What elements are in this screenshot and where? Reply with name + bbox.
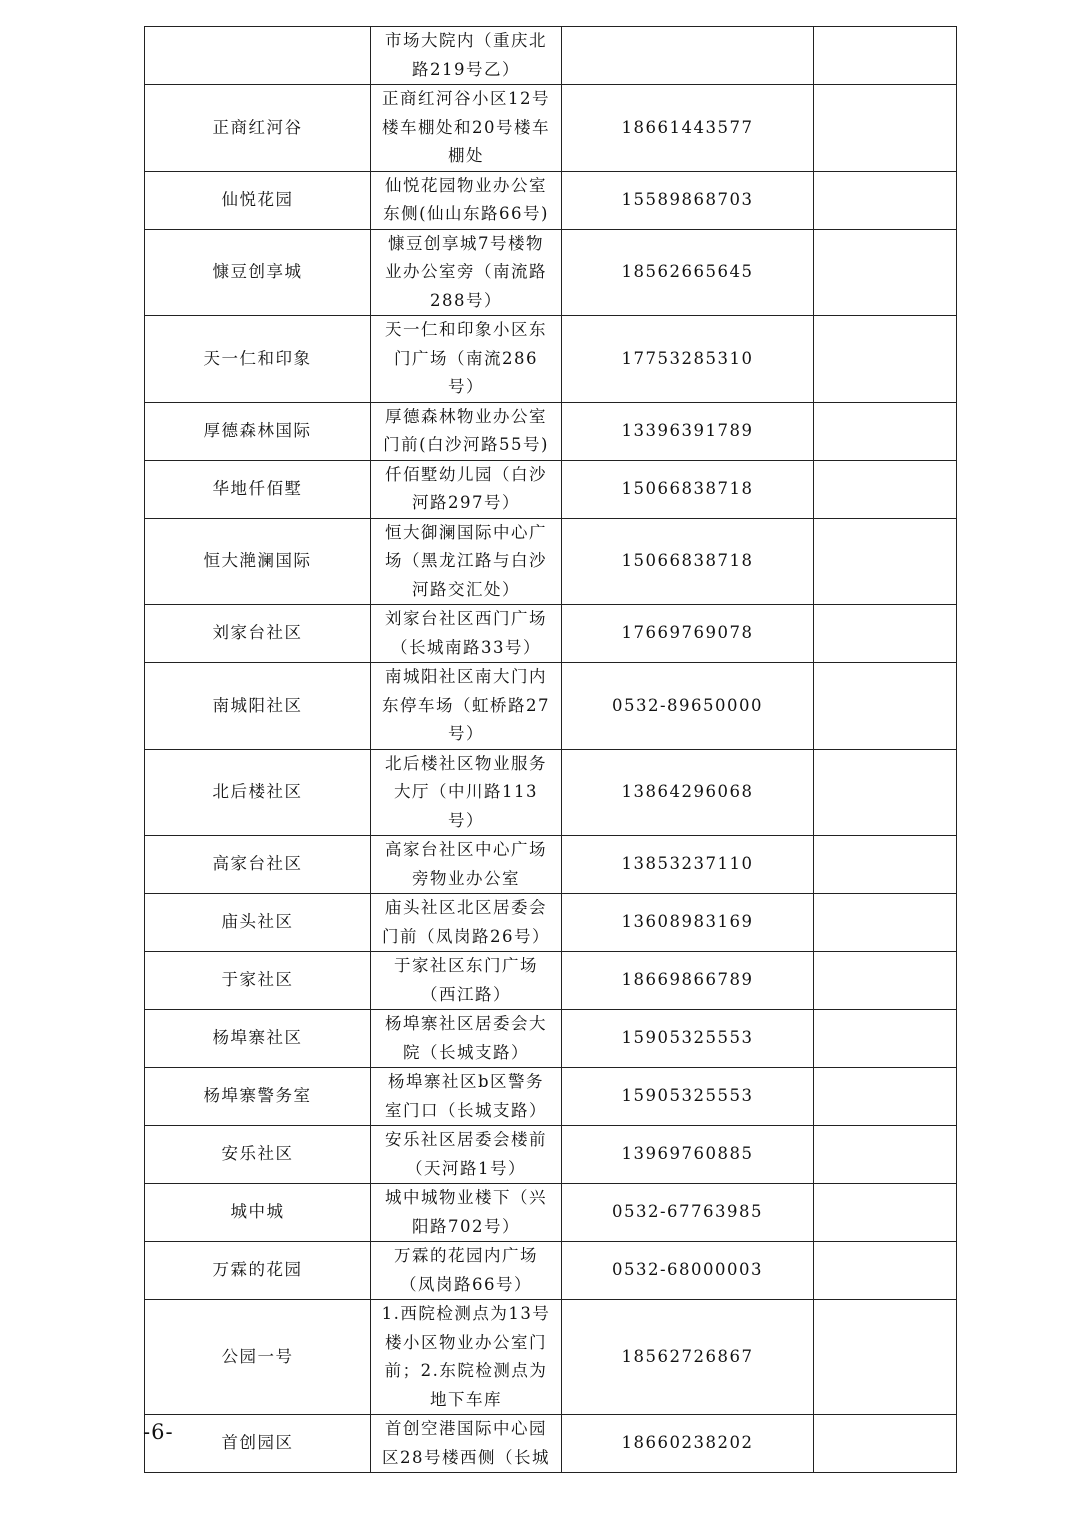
- table-row: [145, 1300, 957, 1415]
- site-phone-cell: 13853237110: [562, 836, 814, 894]
- site-note-cell: [814, 85, 957, 172]
- table-row: [145, 1415, 957, 1473]
- site-phone-cell: 0532-89650000: [562, 663, 814, 750]
- site-name-cell: 恒大滟澜国际: [145, 518, 371, 605]
- site-address-cell: 刘家台社区西门广场（长城南路33号）: [371, 605, 562, 663]
- site-address-cell: 杨埠寨社区b区警务室门口（长城支路）: [371, 1068, 562, 1126]
- site-note-cell: [814, 460, 957, 518]
- site-name-cell: 杨埠寨警务室: [145, 1068, 371, 1126]
- site-phone-cell: 15589868703: [562, 171, 814, 229]
- table-row: [145, 460, 957, 518]
- table-row: [145, 605, 957, 663]
- site-address-cell: 首创空港国际中心园区28号楼西侧（长城: [371, 1415, 562, 1473]
- site-address-cell: 安乐社区居委会楼前（天河路1号）: [371, 1126, 562, 1184]
- site-phone-cell: 18661443577: [562, 85, 814, 172]
- site-address-cell: 天一仁和印象小区东门广场（南流286号）: [371, 316, 562, 403]
- site-phone-cell: 18562726867: [562, 1300, 814, 1415]
- site-name-cell: 高家台社区: [145, 836, 371, 894]
- site-address-cell: 仟佰墅幼儿园（白沙河路297号）: [371, 460, 562, 518]
- site-note-cell: [814, 749, 957, 836]
- site-address-cell: 恒大御澜国际中心广场（黑龙江路与白沙河路交汇处）: [371, 518, 562, 605]
- site-address-cell: 北后楼社区物业服务大厅（中川路113号）: [371, 749, 562, 836]
- site-phone-cell: 15905325553: [562, 1068, 814, 1126]
- site-name-cell: 仙悦花园: [145, 171, 371, 229]
- site-name-cell: 厚德森林国际: [145, 402, 371, 460]
- site-note-cell: [814, 402, 957, 460]
- site-phone-cell: 18660238202: [562, 1415, 814, 1473]
- site-note-cell: [814, 316, 957, 403]
- site-phone-cell: 15066838718: [562, 460, 814, 518]
- site-name-cell: 公园一号: [145, 1300, 371, 1415]
- site-note-cell: [814, 894, 957, 952]
- site-address-cell: 仙悦花园物业办公室东侧(仙山东路66号): [371, 171, 562, 229]
- site-name-cell: 刘家台社区: [145, 605, 371, 663]
- table-row: [145, 1068, 957, 1126]
- site-name-cell: 首创园区: [145, 1415, 371, 1473]
- site-phone-cell: 17753285310: [562, 316, 814, 403]
- table-row: [145, 316, 957, 403]
- site-phone-cell: [562, 27, 814, 85]
- site-phone-cell: 15066838718: [562, 518, 814, 605]
- site-phone-cell: 13969760885: [562, 1126, 814, 1184]
- site-note-cell: [814, 1242, 957, 1300]
- table-row: [145, 518, 957, 605]
- page-number: -6-: [143, 1420, 174, 1444]
- site-address-cell: 慷豆创享城7号楼物业办公室旁（南流路288号）: [371, 229, 562, 316]
- site-address-cell: 万霖的花园内广场（凤岗路66号）: [371, 1242, 562, 1300]
- site-name-cell: 慷豆创享城: [145, 229, 371, 316]
- site-address-cell: 1.西院检测点为13号楼小区物业办公室门前；2.东院检测点为地下车库: [371, 1300, 562, 1415]
- site-note-cell: [814, 171, 957, 229]
- site-phone-cell: 13864296068: [562, 749, 814, 836]
- testing-sites-table: [144, 26, 957, 1473]
- site-name-cell: 安乐社区: [145, 1126, 371, 1184]
- site-name-cell: 庙头社区: [145, 894, 371, 952]
- site-name-cell: 天一仁和印象: [145, 316, 371, 403]
- table-row: [145, 1010, 957, 1068]
- site-name-cell: 城中城: [145, 1184, 371, 1242]
- site-address-cell: 庙头社区北区居委会门前（凤岗路26号）: [371, 894, 562, 952]
- site-name-cell: 华地仟佰墅: [145, 460, 371, 518]
- site-address-cell: 正商红河谷小区12号楼车棚处和20号楼车棚处: [371, 85, 562, 172]
- table-row: [145, 402, 957, 460]
- table-row: [145, 85, 957, 172]
- site-name-cell: 正商红河谷: [145, 85, 371, 172]
- site-note-cell: [814, 1415, 957, 1473]
- table-row: [145, 952, 957, 1010]
- site-name-cell: 南城阳社区: [145, 663, 371, 750]
- site-name-cell: 万霖的花园: [145, 1242, 371, 1300]
- table-row: [145, 171, 957, 229]
- site-note-cell: [814, 1300, 957, 1415]
- site-phone-cell: 0532-67763985: [562, 1184, 814, 1242]
- site-note-cell: [814, 1068, 957, 1126]
- table-row: [145, 749, 957, 836]
- site-note-cell: [814, 605, 957, 663]
- table-row: [145, 663, 957, 750]
- site-phone-cell: 17669769078: [562, 605, 814, 663]
- table-row: [145, 27, 957, 85]
- site-phone-cell: 18562665645: [562, 229, 814, 316]
- site-note-cell: [814, 1184, 957, 1242]
- site-note-cell: [814, 518, 957, 605]
- table-row: [145, 836, 957, 894]
- table-row: [145, 1126, 957, 1184]
- table-row: [145, 1184, 957, 1242]
- site-address-cell: 城中城物业楼下（兴阳路702号）: [371, 1184, 562, 1242]
- site-note-cell: [814, 952, 957, 1010]
- table-row: [145, 229, 957, 316]
- site-phone-cell: 13396391789: [562, 402, 814, 460]
- site-note-cell: [814, 663, 957, 750]
- site-address-cell: 于家社区东门广场（西江路）: [371, 952, 562, 1010]
- site-note-cell: [814, 1126, 957, 1184]
- site-address-cell: 杨埠寨社区居委会大院（长城支路）: [371, 1010, 562, 1068]
- site-address-cell: 厚德森林物业办公室门前(白沙河路55号): [371, 402, 562, 460]
- site-name-cell: [145, 27, 371, 85]
- site-phone-cell: 18669866789: [562, 952, 814, 1010]
- site-name-cell: 杨埠寨社区: [145, 1010, 371, 1068]
- site-phone-cell: 13608983169: [562, 894, 814, 952]
- site-note-cell: [814, 836, 957, 894]
- site-address-cell: 市场大院内（重庆北路219号乙）: [371, 27, 562, 85]
- table-row: [145, 894, 957, 952]
- site-note-cell: [814, 27, 957, 85]
- site-note-cell: [814, 229, 957, 316]
- table-row: [145, 1242, 957, 1300]
- site-note-cell: [814, 1010, 957, 1068]
- site-name-cell: 北后楼社区: [145, 749, 371, 836]
- site-name-cell: 于家社区: [145, 952, 371, 1010]
- site-phone-cell: 0532-68000003: [562, 1242, 814, 1300]
- site-address-cell: 高家台社区中心广场旁物业办公室: [371, 836, 562, 894]
- site-address-cell: 南城阳社区南大门内东停车场（虹桥路27号）: [371, 663, 562, 750]
- site-phone-cell: 15905325553: [562, 1010, 814, 1068]
